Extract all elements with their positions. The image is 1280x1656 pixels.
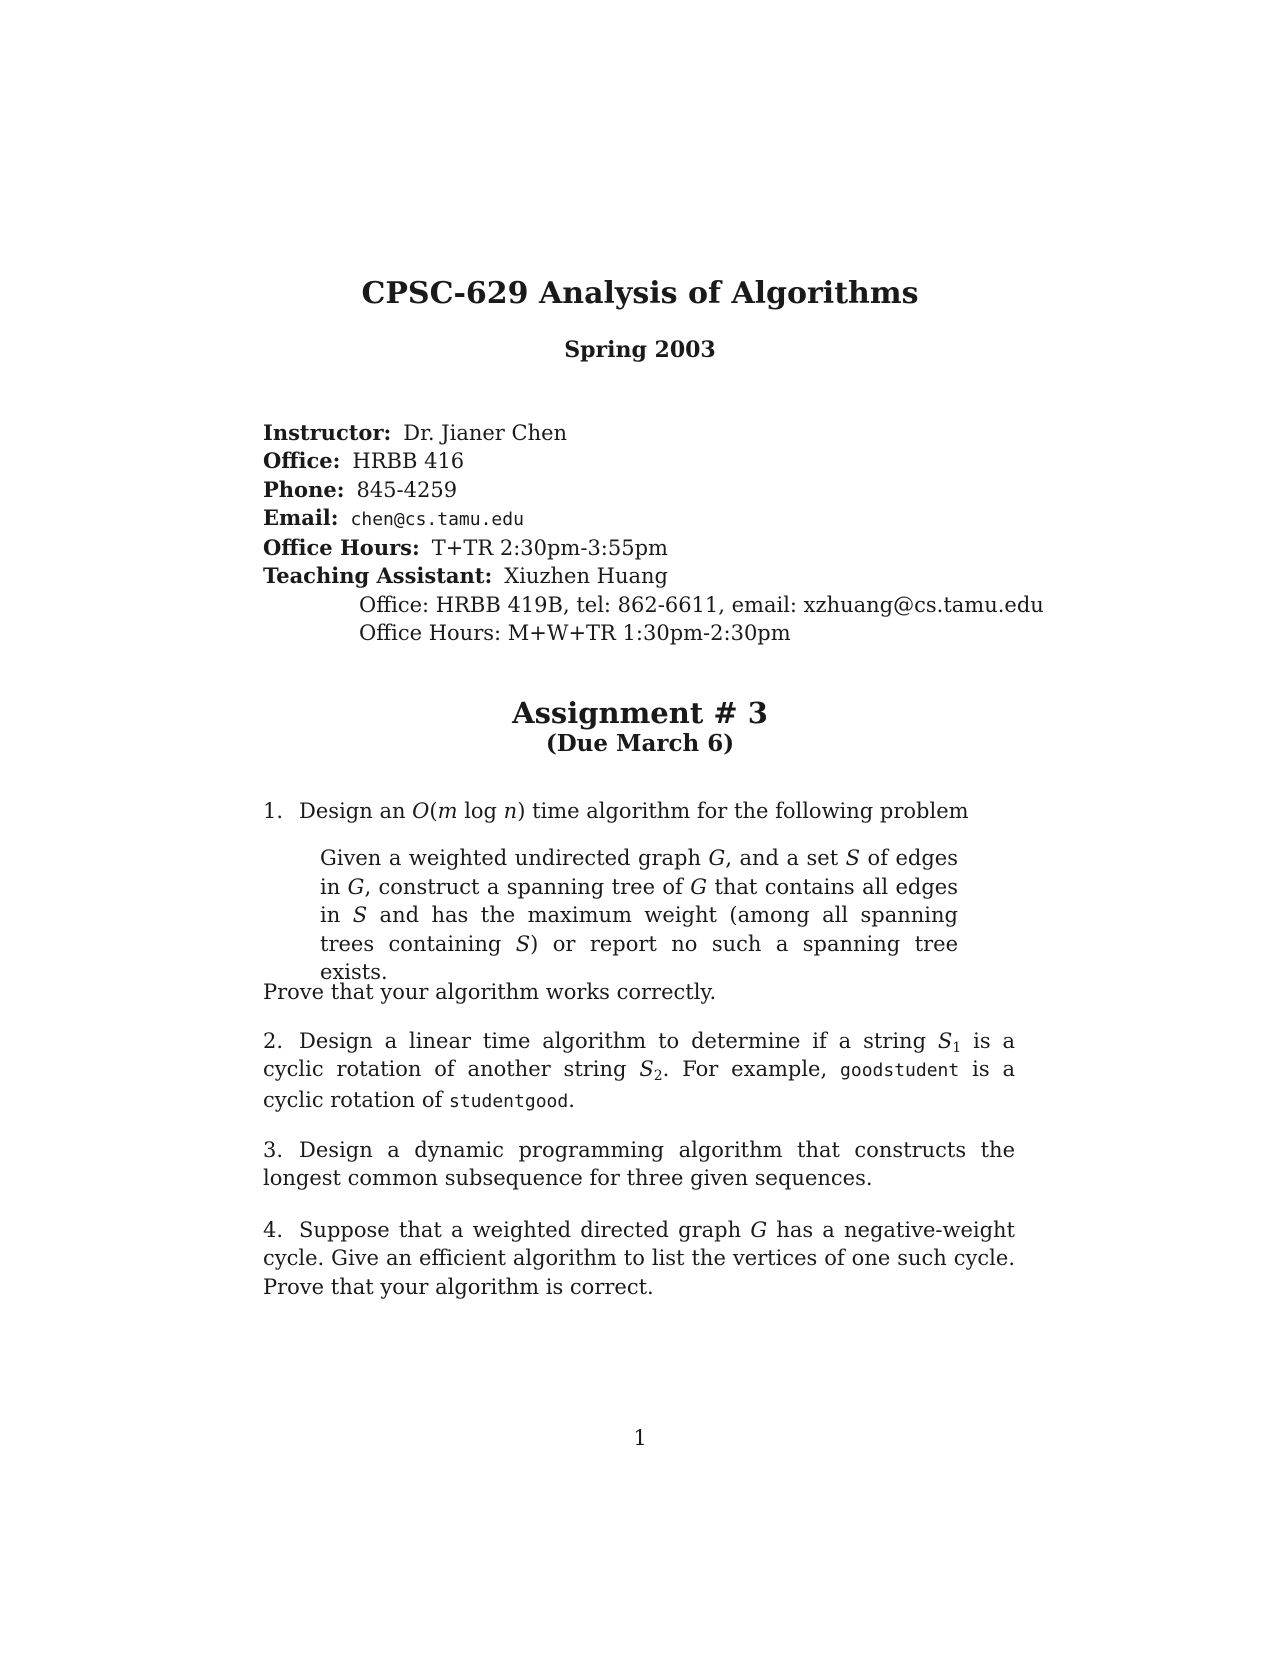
problem-2-text: . xyxy=(568,1087,575,1112)
math-paren: ) xyxy=(517,799,526,823)
problem-4-number: 4. xyxy=(263,1218,284,1242)
office-hours-value: T+TR 2:30pm-3:55pm xyxy=(431,536,668,561)
problem-1-intro xyxy=(263,797,1015,825)
office-label: Office: xyxy=(263,448,341,474)
problem-4 xyxy=(263,1216,1015,1301)
page-number: 1 xyxy=(633,1426,647,1450)
statement-text: that contains all edges in xyxy=(320,874,958,928)
math-n: n xyxy=(503,799,518,823)
office-value: HRBB 416 xyxy=(352,449,465,474)
course-title: CPSC-629 Analysis of Algorithms xyxy=(361,276,919,311)
statement-text: of edges in xyxy=(320,846,958,899)
ta-hours-line: Office Hours: M+W+TR 1:30pm-2:30pm xyxy=(359,621,791,646)
math-g: G xyxy=(690,874,708,899)
instructor-value: Dr. Jianer Chen xyxy=(403,421,568,445)
statement-text: Given a weighted undirected graph xyxy=(320,846,709,870)
math-s: S xyxy=(845,846,861,870)
math-g: G xyxy=(347,874,365,899)
math-m: m xyxy=(437,799,458,823)
course-info xyxy=(263,419,1044,647)
ta-value: Xiuzhen Huang xyxy=(504,564,668,589)
semester: Spring 2003 xyxy=(564,337,716,363)
problem-2-text: is a cyclic rotation of xyxy=(263,1057,1015,1112)
math-paren: ( xyxy=(429,799,438,823)
math-s: S xyxy=(515,931,531,956)
ta-office-line: Office: HRBB 419B, tel: 862-6611, email: xzhuang@cs.tamu.edu xyxy=(359,592,1044,617)
statement-text: , construct a spanning tree of xyxy=(364,874,691,899)
math-log: log xyxy=(457,799,504,823)
statement-text: , and a set xyxy=(725,846,846,870)
math-g: G xyxy=(750,1218,768,1242)
assignment-title: Assignment # 3 xyxy=(512,696,768,730)
assignment-due-date: (Due March 6) xyxy=(545,730,735,757)
problem-2-number: 2. xyxy=(263,1029,284,1053)
ta-label: Teaching Assistant: xyxy=(263,563,493,589)
problem-1-prove: Prove that your algorithm works correctly. xyxy=(263,980,717,1004)
problem-3-text: Design a dynamic programming algorithm that constructs the longest common subsequence for three given sequences. xyxy=(263,1138,1015,1191)
math-s: S xyxy=(937,1029,953,1053)
problem-1-text: Design an xyxy=(299,799,413,823)
phone-row xyxy=(263,476,1044,504)
problem-2 xyxy=(263,1027,1015,1116)
problem-1-text: time algorithm for the following problem xyxy=(525,799,969,823)
problem-3 xyxy=(263,1136,1015,1193)
problem-4-text: has a negative-weight cycle. Give an efficient algorithm to list the vertices of one such cycle. Prove that your algorithm is correct. xyxy=(263,1218,1015,1299)
statement-text: and has the maximum weight (among all spanning trees containing xyxy=(320,903,958,956)
math-s: S xyxy=(639,1057,654,1082)
email-label: Email: xyxy=(263,504,339,530)
problem-2-text: . For example, xyxy=(662,1057,841,1082)
math-o: O xyxy=(412,799,430,823)
office-hours-row xyxy=(263,534,1044,562)
problem-2-text: Design a linear time algorithm to determine if a string xyxy=(299,1029,938,1053)
phone-value: 845-4259 xyxy=(356,477,458,502)
email-value: chen@cs.tamu.edu xyxy=(350,508,524,530)
instructor-label: Instructor: xyxy=(263,420,392,445)
code-example: studentgood xyxy=(449,1090,569,1112)
office-hours-label: Office Hours: xyxy=(263,535,420,561)
math-s: S xyxy=(352,903,368,928)
math-g: G xyxy=(708,846,726,870)
phone-label: Phone: xyxy=(263,476,345,502)
problem-1-statement xyxy=(320,844,958,987)
instructor-row xyxy=(263,419,1044,447)
office-row xyxy=(263,447,1044,475)
email-row xyxy=(263,504,1044,534)
problem-2-text: is a cyclic rotation of another string xyxy=(263,1029,1015,1082)
ta-row xyxy=(263,562,1044,590)
problem-3-number: 3. xyxy=(263,1138,284,1162)
math-subscript: 2 xyxy=(653,1068,663,1085)
problem-4-text: Suppose that a weighted directed graph xyxy=(299,1218,751,1242)
statement-text: ) or report no such a spanning tree exists. xyxy=(320,931,958,985)
math-subscript: 1 xyxy=(952,1040,962,1056)
code-example: goodstudent xyxy=(840,1060,960,1082)
problem-1-number: 1. xyxy=(263,799,284,823)
